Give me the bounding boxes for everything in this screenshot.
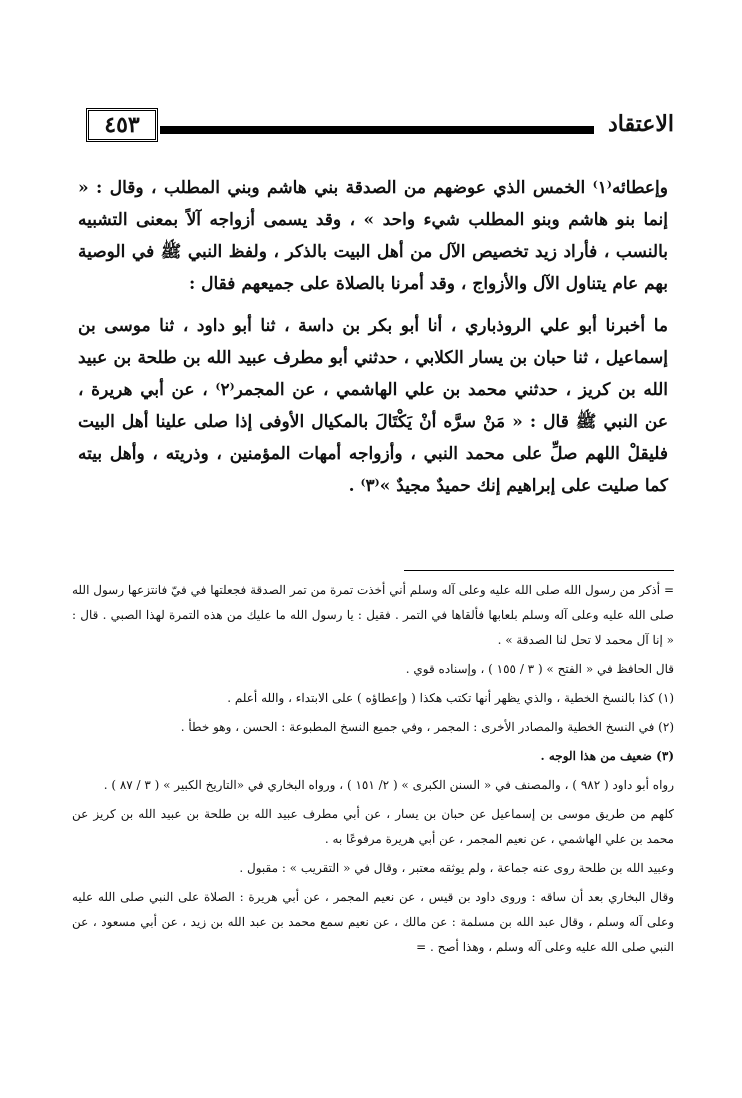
page-header [72, 108, 674, 144]
running-title: الاعتقاد [607, 111, 674, 137]
footnote-divider [404, 570, 674, 571]
footnote-continuation: = أذكر من رسول الله صلى الله عليه وعلى آله وسلم أني أخذت تمرة من تمر الصدقة فجعلتها في فيّ فانتزعها رسول الله صلى الله عليه وعلى آله وسلم بلعابها فألقاها في التمر . فقيل : يا رسول الله ما عليك من هذه التمرة لهذا الصبي . قال : « إنا آل محمد لا تحل لنا الصدقة » . [72, 583, 674, 647]
page-number: ٤٥٣ [86, 108, 158, 142]
footnote-1: (١) كذا بالنسخ الخطية ، والذي يظهر أنها تكتب هكذا ( وإعطاؤه ) على الابتداء ، والله أعلم . [227, 691, 674, 705]
body-paragraph: ما أخبرنا أبو علي الروذباري ، أنا أبو بكر بن داسة ، ثنا أبو داود ، ثنا موسى بن إسماعيل ، ثنا حبان بن يسار الكلابي ، حدثني أبو مطرف عبيد الله بن طلحة بن عبيد الله بن كريز ، حدثني محمد بن علي الهاشمي ، عن المجمر⁽٢⁾ ، عن أبي هريرة ، عن النبي ﷺ قال : « مَنْ سرَّه أنْ يَكْتَالَ بالمكيال الأوفى إذا صلى علينا أهل البيت فليقلْ اللهم صلِّ على محمد النبي ، وأزواجه أمهات المؤمنين ، وذريته ، وأهل بيته كما صليت على إبراهيم إنك حميدٌ مجيدٌ »⁽٣⁾ . [78, 316, 668, 496]
main-text [78, 172, 668, 512]
footnote-3: (٣) ضعيف من هذا الوجه . [540, 749, 674, 763]
header-rule [160, 126, 594, 134]
footnotes [72, 578, 674, 964]
body-paragraph: وإعطائه⁽١⁾ الخمس الذي عوضهم من الصدقة بني هاشم وبني المطلب ، وقال : « إنما بنو هاشم وبنو المطلب شيء واحد » ، وقد يسمى أزواجه آلاً بمعنى التشبيه بالنسب ، فأراد زيد تخصيص الآل من أهل البيت بالذكر ، ولفظ النبي ﷺ في الوصية بهم عام يتناول الآل والأزواج ، وقد أمرنا بالصلاة على جميعهم فقال : [78, 178, 668, 294]
footnote-paragraph: رواه أبو داود ( ٩٨٢ ) ، والمصنف في « السنن الكبرى » ( ٢/ ١٥١ ) ، ورواه البخاري في «التاريخ الكبير » ( ٣ / ٨٧ ) . [103, 778, 674, 792]
footnote-hafiz: قال الحافظ في « الفتح » ( ٣ / ١٥٥ ) ، وإسناده قوي . [405, 662, 674, 676]
footnote-paragraph: وعبيد الله بن طلحة روى عنه جماعة ، ولم يوثقه معتبر ، وقال في « التقريب » : مقبول . [239, 861, 674, 875]
page [72, 0, 674, 1098]
footnote-2: (٢) في النسخ الخطية والمصادر الأخرى : المجمر ، وفي جميع النسخ المطبوعة : الحسن ، وهو خطأ . [180, 720, 674, 734]
footnote-paragraph: وقال البخاري بعد أن ساقه : وروى داود بن قيس ، عن نعيم المجمر ، عن أبي هريرة : الصلاة على النبي صلى الله عليه وعلى آله وسلم ، وقال عبد الله بن مسلمة : عن مالك ، عن نعيم سمع محمد بن عبد الله بن زيد ، عن أبي مسعود ، عن النبي صلى الله عليه وعلى آله وسلم ، وهذا أصح . = [72, 890, 674, 954]
footnote-paragraph: كلهم من طريق موسى بن إسماعيل عن حبان بن يسار ، عن أبي مطرف عبيد الله بن طلحة بن عبيد الله بن كريز عن محمد بن علي الهاشمي ، عن نعيم المجمر ، عن أبي هريرة مرفوعًا به . [72, 807, 674, 846]
